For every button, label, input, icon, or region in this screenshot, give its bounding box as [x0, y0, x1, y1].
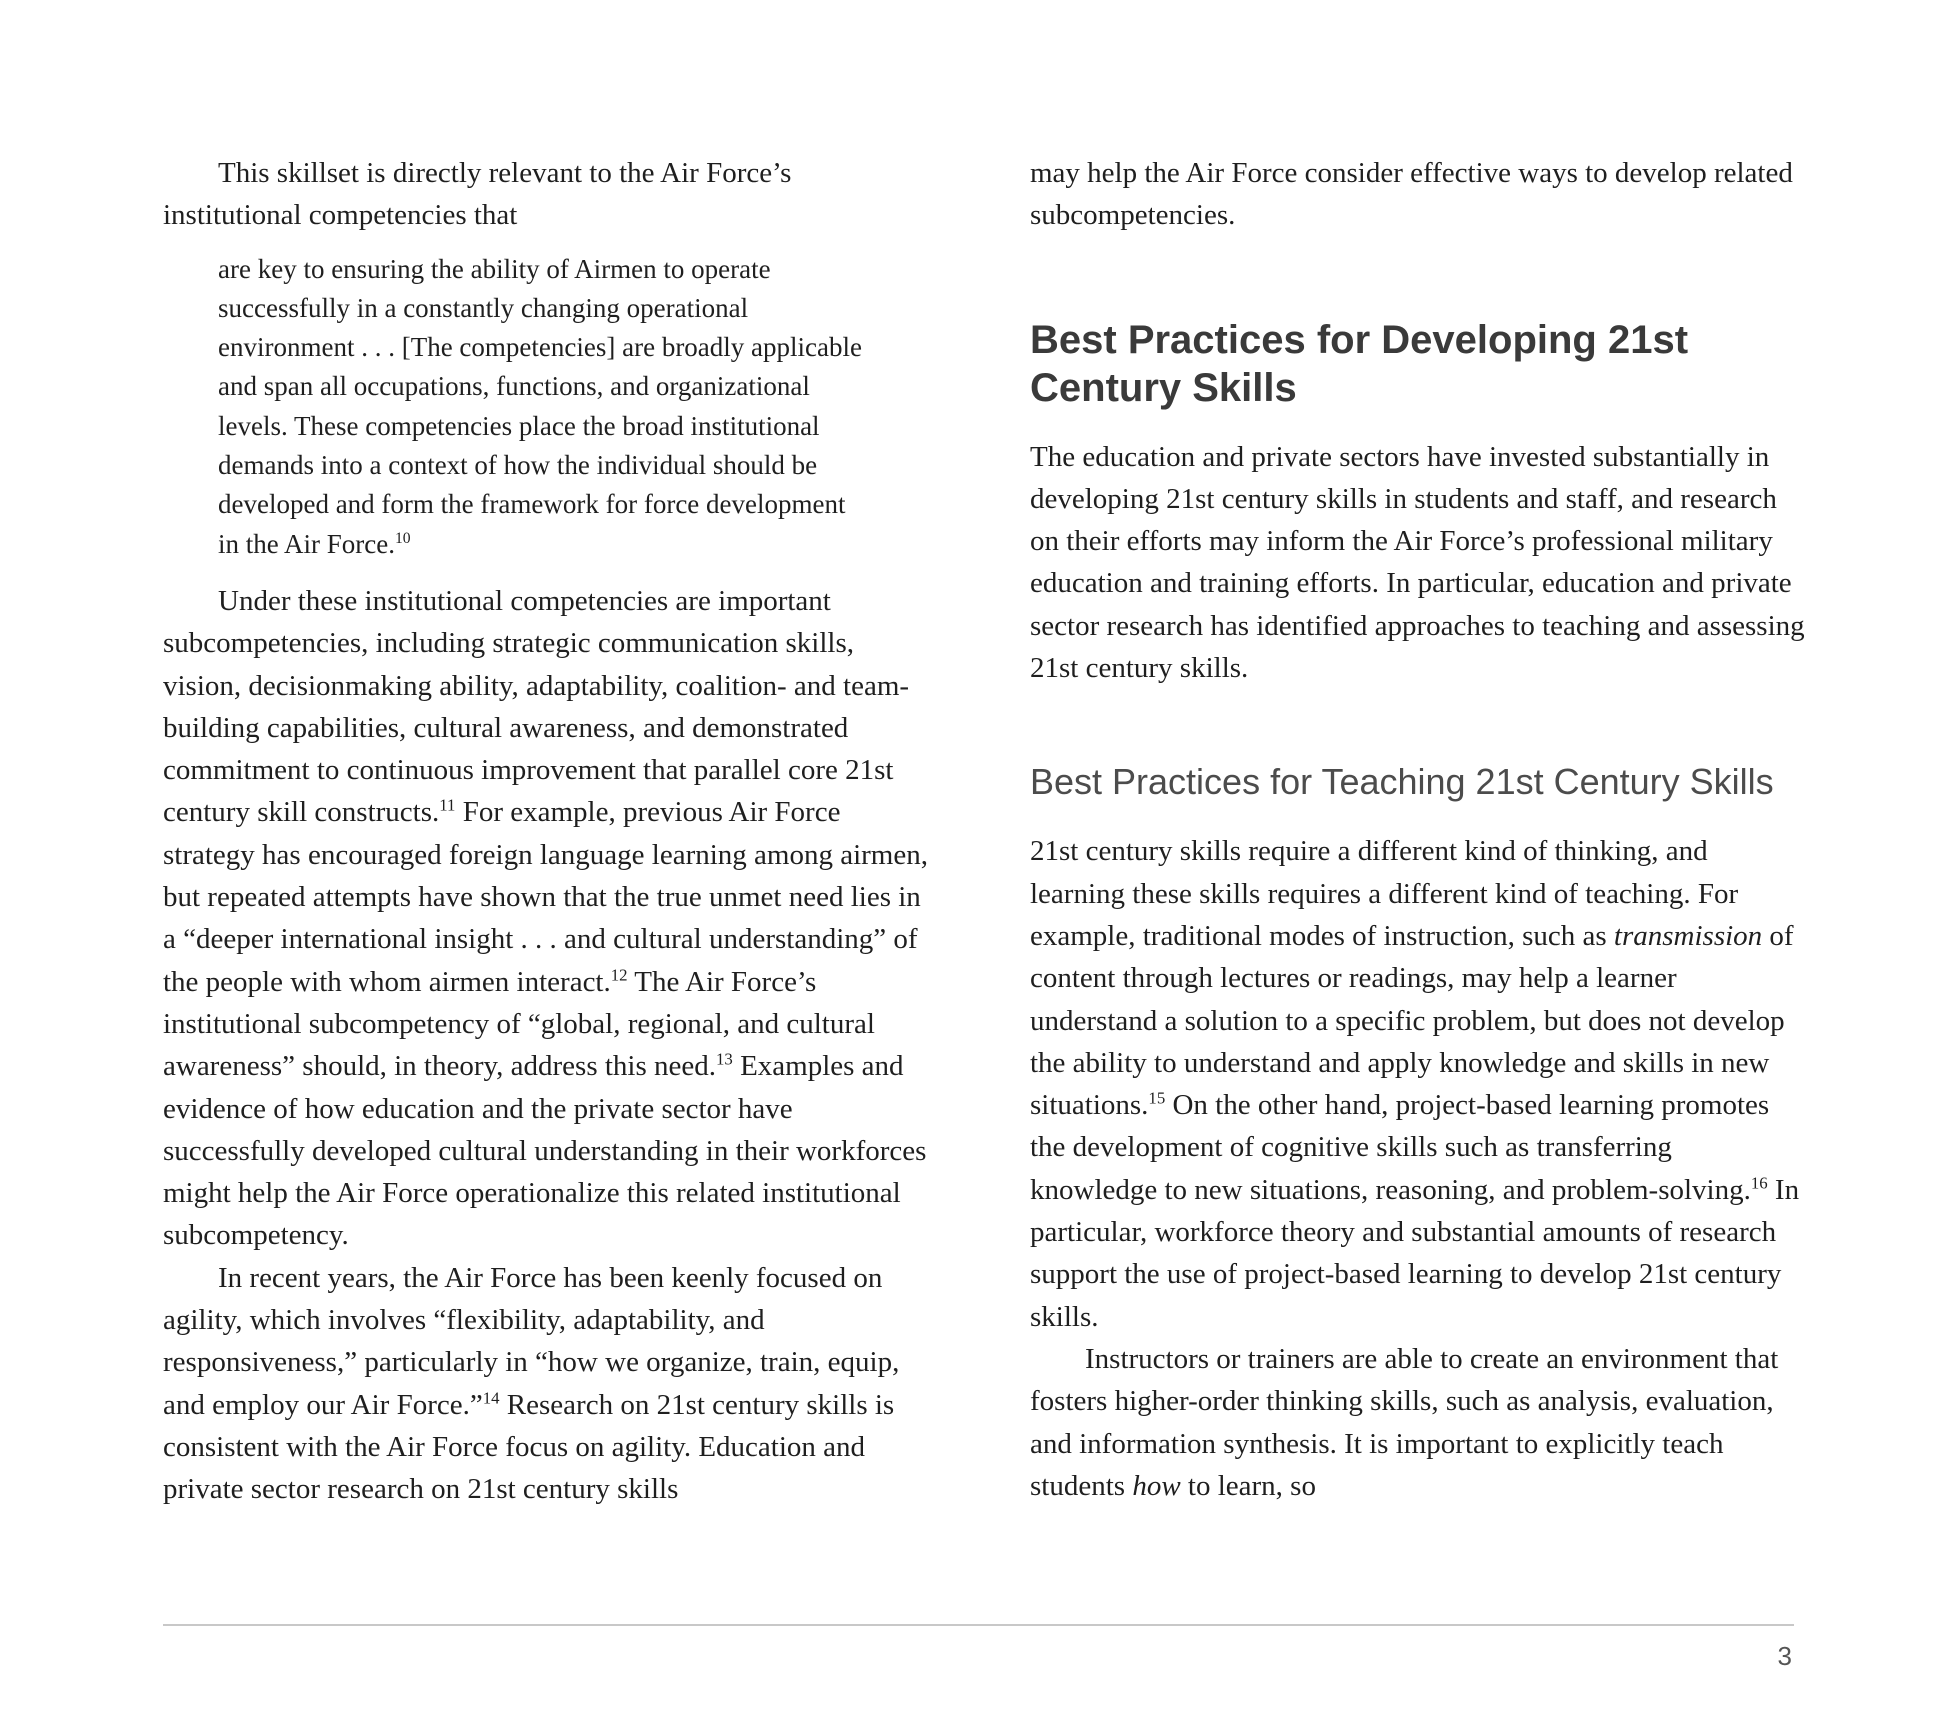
body-paragraph	[163, 1257, 933, 1511]
body-text: Under these institutional competencies are important subcompetencies, including strategic communication skills, vision, decisionmaking ability, adaptability, coalition- and team-building capabilities, cultural awareness, and demonstrated commitment to continuous improvement that parallel core 21st century skill constructs.	[163, 584, 910, 829]
footnote-ref: 14	[482, 1387, 500, 1407]
subsection-heading: Best Practices for Teaching 21st Century Skills	[1030, 761, 1774, 803]
body-text: The Air Force’s institutional subcompetency of “global, regional, and cultural awareness” should, in theory, address this need.	[163, 965, 875, 1083]
footer-divider	[163, 1624, 1794, 1626]
body-text: Instructors or trainers are able to create an environment that fosters higher-order thinking skills, such as analysis, evaluation, and information synthesis. It is important to explicitly teach students	[1030, 1342, 1779, 1502]
section-heading-wrap	[1030, 316, 1805, 412]
footnote-ref: 13	[716, 1049, 733, 1069]
footnote-ref: 16	[1750, 1173, 1768, 1193]
body-paragraph	[163, 580, 933, 1257]
body-text: On the other hand, project-based learning promotes the development of cognitive skills such as transferring knowledge to new situations, reasoning, and problem-solving.	[1030, 1089, 1770, 1206]
subsection-heading-wrap	[1030, 758, 1805, 806]
emphasis-text: how	[1132, 1469, 1181, 1502]
body-text: In particular, workforce theory and substantial amounts of research support the use of project-based learning to develop 21st century skills.	[1030, 1173, 1800, 1333]
body-text: to learn, so	[1180, 1469, 1316, 1502]
body-text: Research on 21st century skills is consistent with the Air Force focus on agility. Education and private sector research on 21st century skills	[163, 1388, 895, 1506]
body-paragraph: The education and private sectors have invested substantially in developing 21st century skills in students and staff, and research on their efforts may inform the Air Force’s professional military education and training efforts. In particular, education and private sector research has identified approaches to teaching and assessing 21st century skills.	[1030, 440, 1805, 685]
right-column	[1030, 152, 1805, 1507]
intro-paragraph: This skillset is directly relevant to the Air Force’s institutional competencies that	[163, 157, 792, 232]
body-paragraph	[1030, 830, 1805, 1338]
footnote-ref: 10	[394, 529, 411, 547]
body-text: 21st century skills require a different kind of thinking, and learning these skills requires a different kind of teaching. For example, traditional modes of instruction, such as	[1030, 835, 1739, 952]
footnote-ref: 15	[1148, 1088, 1166, 1108]
section-heading: Best Practices for Developing 21st Century Skills	[1030, 317, 1689, 410]
footnote-ref: 11	[439, 795, 456, 815]
emphasis-text: transmission	[1613, 919, 1763, 952]
body-text: of content through lectures or readings, may help a learner understand a solution to a specific problem, but does not develop the ability to understand and apply knowledge and skills in new situations.	[1030, 919, 1794, 1122]
block-quote	[218, 250, 868, 564]
body-text: Examples and evidence of how education and the private sector have successfully developed cultural understanding in their workforces might help the Air Force operationalize this related institutional subcompetency.	[163, 1050, 927, 1252]
body-text: For example, previous Air Force strategy has encouraged foreign language learning among airmen, but repeated attempts have shown that the true unmet need lies in a “deeper international insight . . . and cultural understanding” of the people with whom airmen interact.	[163, 796, 928, 998]
footnote-ref: 12	[610, 964, 628, 984]
body-paragraph	[1030, 1338, 1805, 1507]
page-number: 3	[1777, 1641, 1792, 1671]
block-quote-text: are key to ensuring the ability of Airmen to operate successfully in a constantly changing operational environment . . . [The competencies] are broadly applicable and span all occupations, functions, and organizational levels. These competencies place the broad institutional demands into a context of how the individual should be developed and form the framework for force development in the Air Force.	[218, 253, 862, 559]
continued-paragraph: may help the Air Force consider effective ways to develop related subcompetencies.	[1030, 157, 1793, 232]
left-column	[163, 152, 933, 1511]
body-text: In recent years, the Air Force has been keenly focused on agility, which involves “flexibility, adaptability, and responsiveness,” particularly in “how we organize, train, equip, and employ our Air Force.”	[163, 1261, 900, 1421]
